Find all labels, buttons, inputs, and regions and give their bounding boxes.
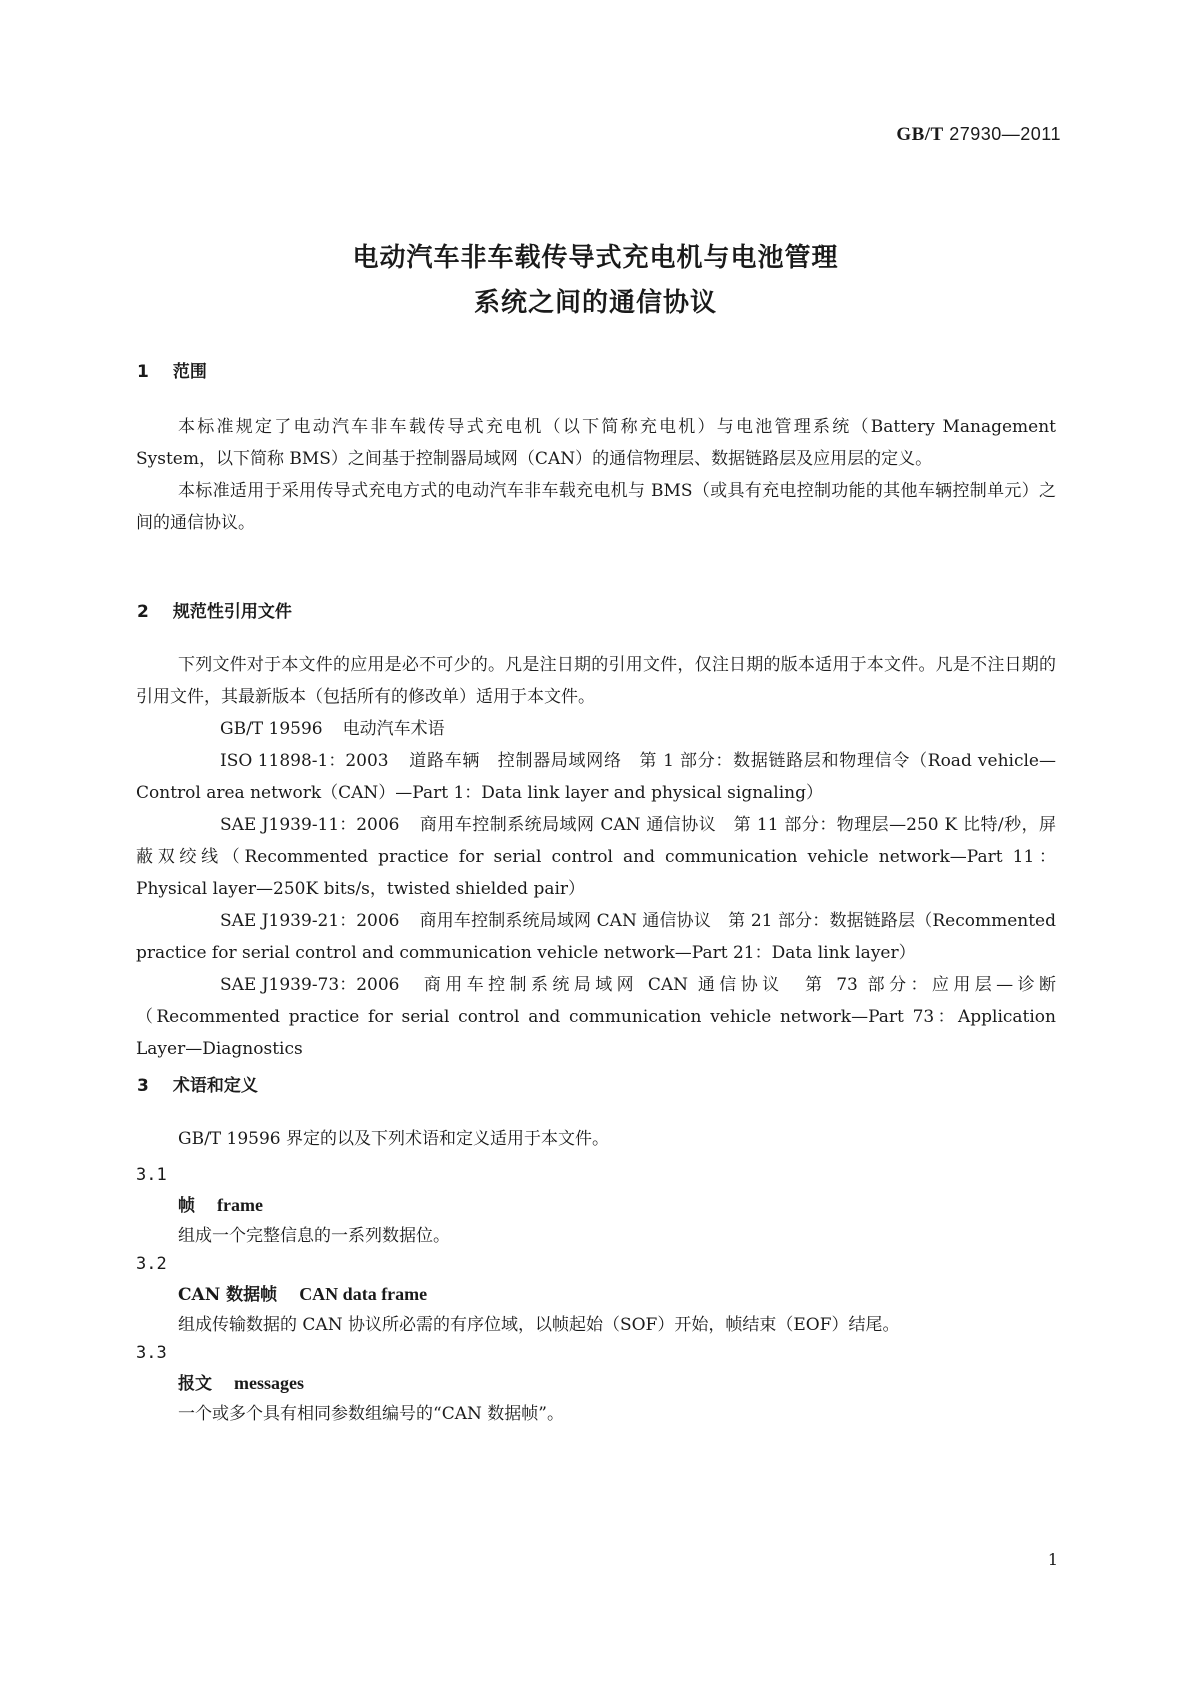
standard-code: 27930—2011 [949,124,1061,144]
reference-text: 商用车控制系统局域网 CAN 通信协议 第 21 部分：数据链路层（Recommented practice for serial control and communication vehicle network—Part 21：Data link layer） [136,911,1056,963]
reference-code: ISO 11898-1：2003 [220,751,389,771]
reference-text: 电动汽车术语 [342,719,445,739]
reference-item [136,969,1056,1065]
reference-item [136,713,1056,745]
standard-number [896,124,1061,146]
term-zh: 报文 [178,1374,212,1394]
section-number: 2 [137,602,149,622]
term-heading [178,1280,427,1305]
reference-code: SAE J1939-73：2006 [220,975,400,995]
term-number: 3.2 [136,1254,167,1274]
reference-text: 道路车辆 控制器局域网络 第 1 部分：数据链路层和物理信令（Road vehicle—Control area network（CAN）—Part 1：Data link layer and physical signaling） [136,751,1056,803]
term-en: frame [217,1195,263,1215]
section-1-body [136,411,1056,539]
document-title-line1: 电动汽车非车载传导式充电机与电池管理 [352,243,839,273]
reference-code: SAE J1939-11：2006 [220,815,400,835]
term-heading [178,1369,304,1394]
section-3-intro [136,1123,1056,1155]
term-definition: 组成一个完整信息的一系列数据位。 [178,1226,450,1246]
reference-text: 商用车控制系统局域网 CAN 通信协议 第 11 部分：物理层—250 K 比特/秒，屏蔽双绞线（Recommented practice for serial control and communication vehicle network—Part 11：Physical layer—250K bits/s，twisted shielded pair） [136,815,1056,899]
section-title: 规范性引用文件 [172,602,292,622]
term-en: messages [234,1373,304,1393]
section-number: 1 [137,362,149,382]
section-title: 术语和定义 [172,1076,258,1096]
paragraph: 下列文件对于本文件的应用是必不可少的。凡是注日期的引用文件，仅注日期的版本适用于本文件。凡是不注日期的引用文件，其最新版本（包括所有的修改单）适用于本文件。 [136,655,1056,707]
page-number: 1 [1047,1550,1058,1569]
section-title: 范围 [172,362,207,382]
reference-text: 商用车控制系统局域网 CAN 通信协议 第 73 部分：应用层—诊断（Recommented practice for serial control and communication vehicle network—Part 73：Application Layer—Diagnostics [136,975,1056,1059]
term-definition: 组成传输数据的 CAN 协议所必需的有序位域，以帧起始（SOF）开始，帧结束（EOF）结尾。 [178,1315,900,1335]
reference-item [136,905,1056,969]
term-number: 3.3 [136,1343,167,1363]
reference-item [136,809,1056,905]
paragraph: 本标准规定了电动汽车非车载传导式充电机（以下简称充电机）与电池管理系统（Battery Management System，以下简称 BMS）之间基于控制器局域网（CAN）的通信物理层、数据链路层及应用层的定义。 [136,417,1056,469]
reference-code: SAE J1939-21：2006 [220,911,400,931]
paragraph: GB/T 19596 界定的以及下列术语和定义适用于本文件。 [178,1129,610,1149]
term-zh: 帧 [178,1196,195,1216]
term-en: CAN data frame [299,1284,428,1304]
document-title-line2: 系统之间的通信协议 [473,288,717,318]
reference-item [136,745,1056,809]
standard-prefix: GB/T [896,124,944,145]
section-2-body [136,649,1056,1065]
section-number: 3 [137,1076,149,1096]
section-2-heading [137,597,292,622]
term-number: 3.1 [136,1165,167,1185]
term-heading [178,1191,263,1216]
section-3-heading [137,1071,258,1096]
term-zh: CAN 数据帧 [178,1285,278,1305]
term-definition: 一个或多个具有相同参数组编号的“CAN 数据帧”。 [178,1404,564,1424]
reference-code: GB/T 19596 [220,719,323,739]
paragraph: 本标准适用于采用传导式充电方式的电动汽车非车载充电机与 BMS（或具有充电控制功能的其他车辆控制单元）之间的通信协议。 [136,481,1056,533]
section-1-heading [137,357,207,382]
